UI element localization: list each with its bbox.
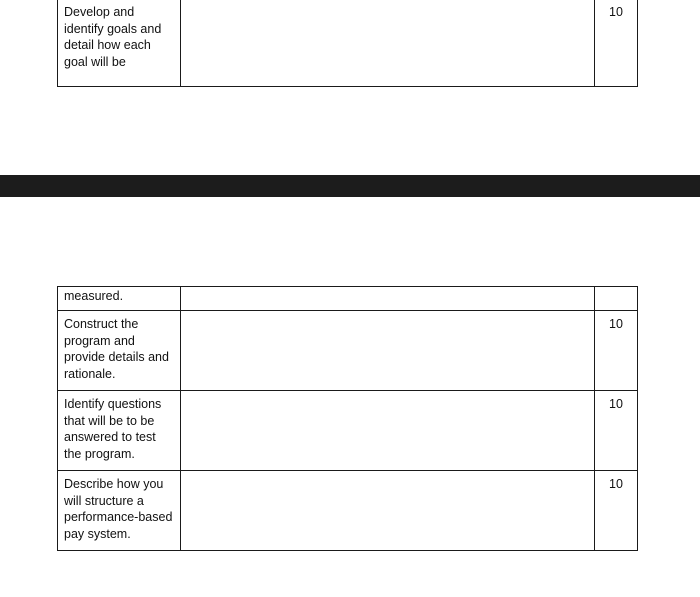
table-row [58,391,638,471]
points-cell: 10 [595,0,638,87]
criterion-cell: Develop and identify goals and detail how each goal will be [58,0,181,87]
points-cell: 10 [595,471,638,551]
comments-cell [181,391,595,471]
rubric-table-bottom [57,286,638,551]
rubric-table-top [57,0,638,87]
table-row-continuation [58,287,638,311]
comments-cell [181,287,595,311]
points-cell [595,287,638,311]
table-row [58,471,638,551]
table-row [58,311,638,391]
comments-cell [181,0,595,87]
page-break-bar [0,175,700,197]
points-cell: 10 [595,391,638,471]
comments-cell [181,471,595,551]
criterion-cell: Describe how you will structure a performance-based pay system. [58,471,181,551]
points-cell: 10 [595,311,638,391]
criterion-cell: Construct the program and provide details and rationale. [58,311,181,391]
table-row [58,0,638,87]
comments-cell [181,311,595,391]
criterion-cell: measured. [58,287,181,311]
criterion-cell: Identify questions that will be to be answered to test the program. [58,391,181,471]
